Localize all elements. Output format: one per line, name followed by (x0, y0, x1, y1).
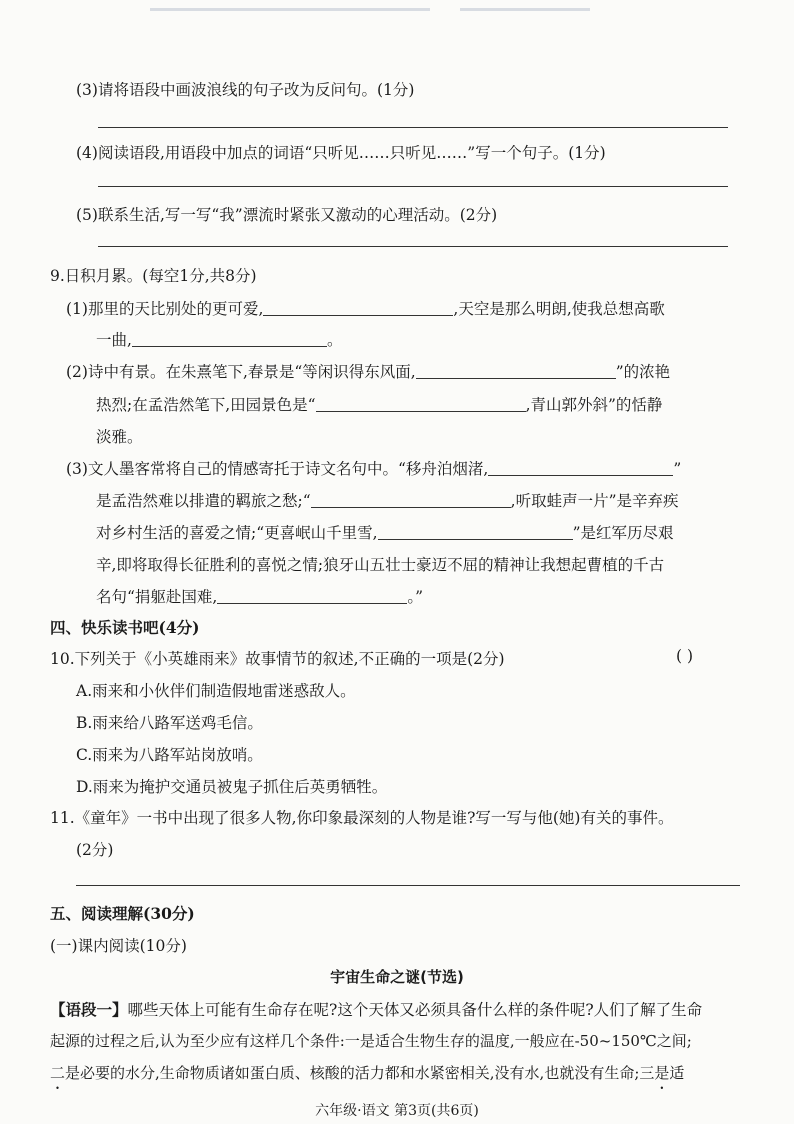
answer-line[interactable] (76, 885, 740, 886)
q8-sub5: (5)联系生活,写一写“我”漂流时紧张又激动的心理活动。(2分) (76, 206, 498, 224)
q10-option-c[interactable]: C.雨来为八路军站岗放哨。 (76, 746, 263, 764)
q10-option-a[interactable]: A.雨来和小伙伴们制造假地雷迷惑敌人。 (76, 682, 356, 700)
q9-s3-line3: 对乡村生活的喜爱之情;“更喜岷山千里雪, ”是红军历尽艰 (96, 524, 674, 542)
q8-sub3: (3)请将语段中画波浪线的句子改为反问句。(1分) (76, 81, 415, 99)
fill-blank[interactable] (488, 459, 673, 476)
q9-s3-line5: 名句“捐躯赴国难, 。” (96, 588, 424, 606)
passage-line-1: 【语段一】哪些天体上可能有生命存在呢?这个天体又必须具备什么样的条件呢?人们了解了生命 (50, 1000, 703, 1019)
fill-blank[interactable] (316, 395, 526, 412)
answer-line[interactable] (98, 186, 728, 187)
q9-s2-line3: 淡雅。 (96, 428, 143, 446)
scan-artifact (150, 8, 430, 11)
passage-title: 宇宙生命之谜(节选) (330, 968, 464, 986)
q9-s3-line2: 是孟浩然难以排遣的羁旅之愁;“ ,听取蛙声一片”是辛弃疾 (96, 492, 679, 510)
q9-s3-line4: 辛,即将取得长征胜利的喜悦之情;狼牙山五壮士豪迈不屈的精神让我想起曹植的千古 (96, 556, 665, 574)
q9-s2-line1: (2)诗中有景。在朱熹笔下,春景是“等闲识得东风面, ”的浓艳 (66, 363, 671, 381)
passage-tag: 【语段一】 (50, 1000, 128, 1019)
reading-subsection: (一)课内阅读(10分) (50, 937, 187, 955)
q11-stem: 11.《童年》一书中出现了很多人物,你印象最深刻的人物是谁?写一写与他(她)有关的事件。 (50, 809, 674, 827)
section4-heading: 四、快乐读书吧(4分) (50, 618, 200, 637)
answer-line[interactable] (98, 246, 728, 247)
q10-stem: 10.下列关于《小英雄雨来》故事情节的叙述,不正确的一项是(2分) (50, 650, 505, 668)
q9-s2-line2: 热烈;在孟浩然笔下,田园景色是“ ,青山郭外斜”的恬静 (96, 396, 663, 414)
fill-blank[interactable] (132, 330, 327, 347)
fill-blank[interactable] (217, 587, 407, 604)
page-footer: 六年级·语文 第3页(共6页) (315, 1103, 479, 1119)
q11-score: (2分) (76, 841, 114, 859)
passage-line-3: 二是必要的水分,生命物质诸如蛋白质、核酸的活力都和水紧密相关,没有水,也就没有生命;三是适 (50, 1064, 685, 1082)
answer-line[interactable] (98, 127, 728, 128)
q9-s3-line1: (3)文人墨客常将自己的情感寄托于诗文名句中。“移舟泊烟渚, ” (66, 460, 682, 478)
q10-option-b[interactable]: B.雨来给八路军送鸡毛信。 (76, 714, 263, 732)
q9-s1-line1: (1)那里的天比别处的更可爱, ,天空是那么明朗,使我总想高歌 (66, 300, 665, 318)
q9-heading: 9.日积月累。(每空1分,共8分) (50, 267, 257, 285)
section5-heading: 五、阅读理解(30分) (50, 904, 195, 923)
q9-s1-line2: 一曲, 。 (96, 331, 343, 349)
fill-blank[interactable] (263, 299, 453, 316)
scan-artifact (460, 8, 590, 11)
q10-option-d[interactable]: D.雨来为掩护交通员被鬼子抓住后英勇牺牲。 (76, 778, 388, 796)
fill-blank[interactable] (416, 362, 616, 379)
fill-blank[interactable] (378, 523, 573, 540)
q10-answer-paren[interactable]: ( ) (676, 647, 694, 665)
q8-sub4: (4)阅读语段,用语段中加点的词语“只听见……只听见……”写一个句子。(1分) (76, 144, 606, 162)
fill-blank[interactable] (311, 491, 511, 508)
passage-line-2: 起源的过程之后,认为至少应有这样几个条件:一是适合生物生存的温度,一般应在-50~150℃之间; (50, 1032, 692, 1050)
